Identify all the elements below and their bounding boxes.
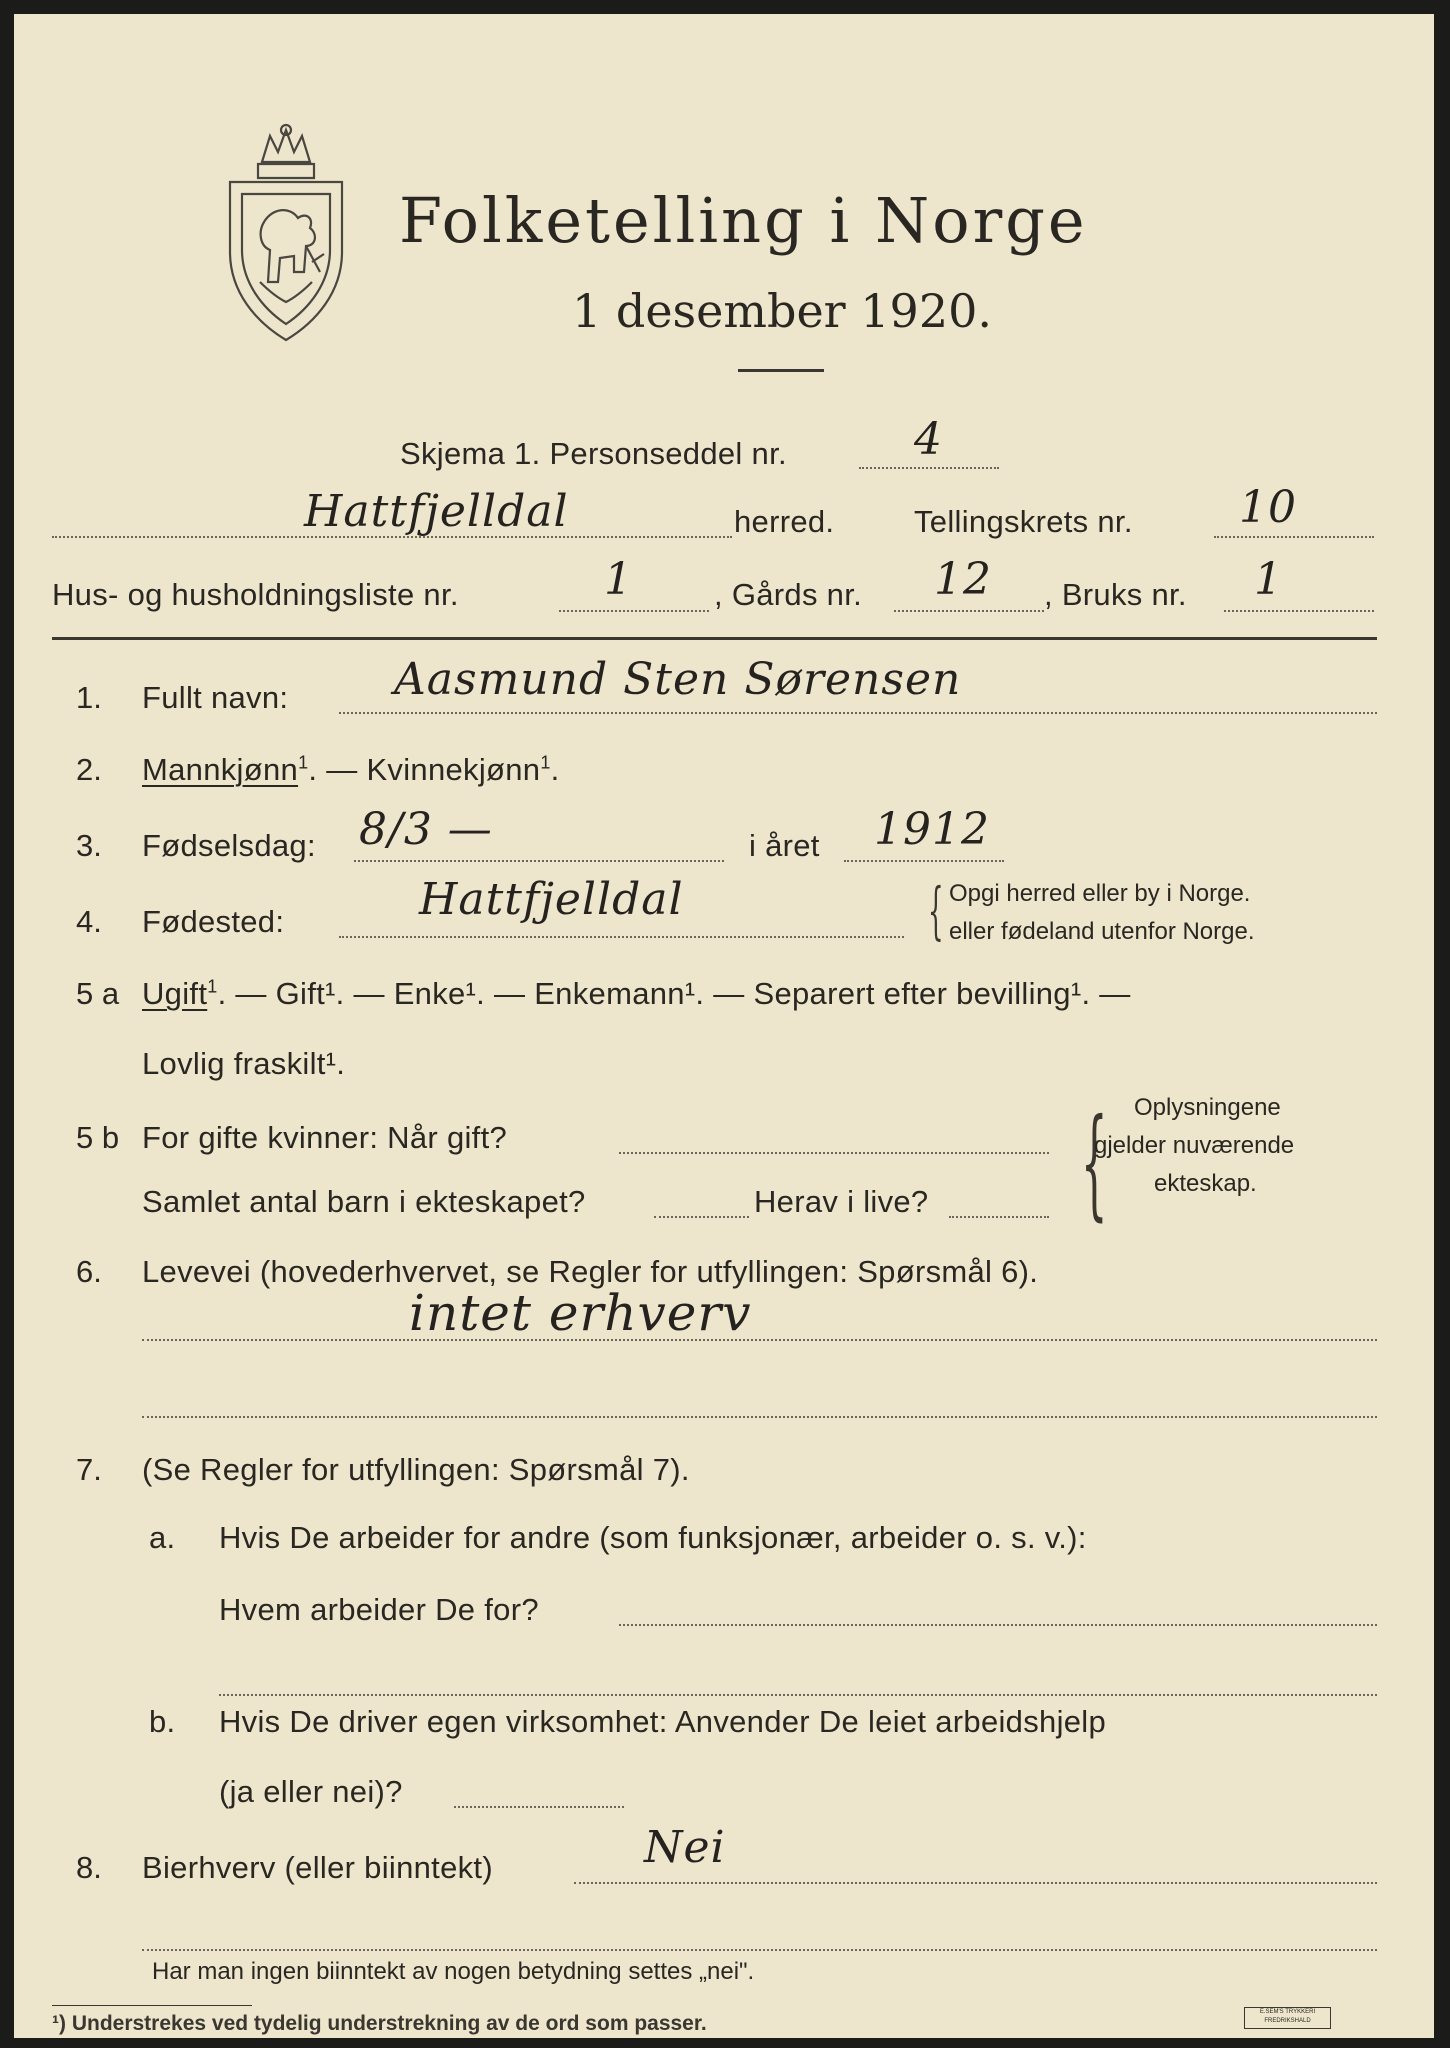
q7b-number: b.: [149, 1704, 176, 1739]
option-ugift: Ugift: [142, 976, 208, 1011]
option-mannkjonn: Mannkjønn: [142, 752, 299, 787]
schema-dots: [859, 467, 999, 469]
bruks-dots: [1224, 610, 1374, 612]
tellingskrets-dots: [1214, 536, 1374, 538]
census-form: [14, 14, 1434, 2038]
household-dots: [559, 610, 709, 612]
herred-value: Hattfjelldal: [304, 486, 569, 537]
q5b-dots-1: [619, 1152, 1049, 1154]
q5b-dots-2: [654, 1216, 749, 1218]
tellingskrets-value: 10: [1239, 482, 1297, 533]
q7a-dots-1: [619, 1624, 1377, 1626]
gards-dots: [894, 610, 1044, 612]
q5b-number: 5 b: [76, 1120, 120, 1155]
q4-brace: {: [927, 874, 944, 947]
q5b-label-3: Herav i live?: [754, 1184, 929, 1219]
q7b-dots: [454, 1806, 624, 1808]
q8-label: Bierhverv (eller biinntekt): [142, 1850, 493, 1885]
q5b-note-1: Oplysningene: [1134, 1094, 1281, 1121]
q7a-dots-2: [219, 1694, 1377, 1696]
year-dots: [844, 860, 1004, 862]
q5a-number: 5 a: [76, 976, 120, 1011]
bruks-value: 1: [1254, 554, 1283, 605]
herred-label: herred.: [734, 504, 835, 539]
gards-label: , Gårds nr.: [714, 577, 863, 612]
q8-dots: [574, 1882, 1377, 1884]
q2-dash: . —: [308, 752, 358, 787]
q5b-label-1: For gifte kvinner: Når gift?: [142, 1120, 508, 1155]
q5a-options: [142, 976, 1131, 1012]
q2-male-sup: 1: [298, 752, 309, 773]
q4-number: 4.: [76, 904, 102, 939]
bruks-label: , Bruks nr.: [1044, 577, 1187, 612]
title-divider: [738, 369, 824, 372]
printer-stamp: [1244, 2007, 1331, 2029]
q5a-rest: . — Gift¹. — Enke¹. — Enkemann¹. — Separert efter bevilling¹. —: [217, 976, 1131, 1011]
q5a-line2: Lovlig fraskilt¹.: [142, 1046, 346, 1081]
q8-number: 8.: [76, 1850, 102, 1885]
full-name-value: Aasmund Sten Sørensen: [394, 654, 962, 705]
schema-label: Skjema 1. Personseddel nr.: [400, 436, 787, 471]
footer-note: Har man ingen biinntekt av nogen betydning settes „nei".: [152, 1958, 755, 1985]
q6-number: 6.: [76, 1254, 102, 1289]
q3-number: 3.: [76, 828, 102, 863]
header-rule: [52, 637, 1377, 640]
q2-female-sup: 1: [540, 752, 551, 773]
q6-dots-1: [142, 1339, 1377, 1341]
birthday-value: 8/3 —: [359, 804, 493, 855]
option-kvinnekjonn: Kvinnekjønn: [366, 752, 541, 787]
household-value: 1: [604, 554, 633, 605]
q3-label: Fødselsdag:: [142, 828, 316, 863]
q5b-label-2: Samlet antal barn i ekteskapet?: [142, 1184, 586, 1219]
q5a-sup: 1: [207, 976, 218, 997]
q6-dots-2: [142, 1416, 1377, 1418]
q7a-label-1: Hvis De arbeider for andre (som funksjonær, arbeider o. s. v.):: [219, 1520, 1087, 1555]
occupation-value: intet erhverv: [409, 1284, 752, 1342]
q7b-label-1: Hvis De driver egen virksomhet: Anvender De leiet arbeidshjelp: [219, 1704, 1107, 1739]
q8-dots-2: [142, 1949, 1377, 1951]
personseddel-number: 4: [914, 414, 943, 465]
q1-label: Fullt navn:: [142, 680, 289, 715]
q2-end: .: [550, 752, 560, 787]
coat-of-arms-icon: [220, 122, 352, 347]
year-label: i året: [749, 828, 820, 863]
q4-note-2: eller fødeland utenfor Norge.: [949, 918, 1255, 945]
q5b-dots-3: [949, 1216, 1049, 1218]
footnote: ¹) Understrekes ved tydelig understrekning av de ord som passer.: [52, 2012, 707, 2035]
q4-note-1: Opgi herred eller by i Norge.: [949, 880, 1251, 907]
q6-label: Levevei (hovederhvervet, se Regler for utfyllingen: Spørsmål 6).: [142, 1254, 1039, 1289]
printer-city: FREDRIKSHALD: [1264, 2018, 1311, 2024]
q7-label: (Se Regler for utfyllingen: Spørsmål 7).: [142, 1452, 690, 1487]
tellingskrets-label: Tellingskrets nr.: [914, 504, 1133, 539]
household-label: Hus- og husholdningsliste nr.: [52, 577, 459, 612]
q5b-note-3: ekteskap.: [1154, 1170, 1257, 1197]
page-title: Folketelling i Norge: [399, 184, 1088, 257]
birthplace-value: Hattfjelldal: [419, 874, 684, 925]
printer-name: E.SEM'S TRYKKERI: [1259, 2009, 1316, 2015]
q5b-brace: {: [1080, 1094, 1108, 1233]
q1-dots: [339, 712, 1377, 714]
q2-options: [142, 752, 560, 788]
birth-year-value: 1912: [874, 804, 990, 855]
q7-number: 7.: [76, 1452, 102, 1487]
q1-number: 1.: [76, 680, 102, 715]
q3-dots: [354, 860, 724, 862]
q4-dots: [339, 936, 904, 938]
side-income-value: Nei: [644, 1822, 726, 1873]
census-date: 1 desember 1920.: [572, 284, 992, 338]
q7a-number: a.: [149, 1520, 176, 1555]
gards-value: 12: [934, 554, 992, 605]
q7b-label-2: (ja eller nei)?: [219, 1774, 403, 1809]
q4-label: Fødested:: [142, 904, 285, 939]
footnote-rule: [52, 2005, 252, 2006]
q2-number: 2.: [76, 752, 102, 787]
q7a-label-2: Hvem arbeider De for?: [219, 1592, 539, 1627]
q5b-note-2: gjelder nuværende: [1094, 1132, 1295, 1159]
